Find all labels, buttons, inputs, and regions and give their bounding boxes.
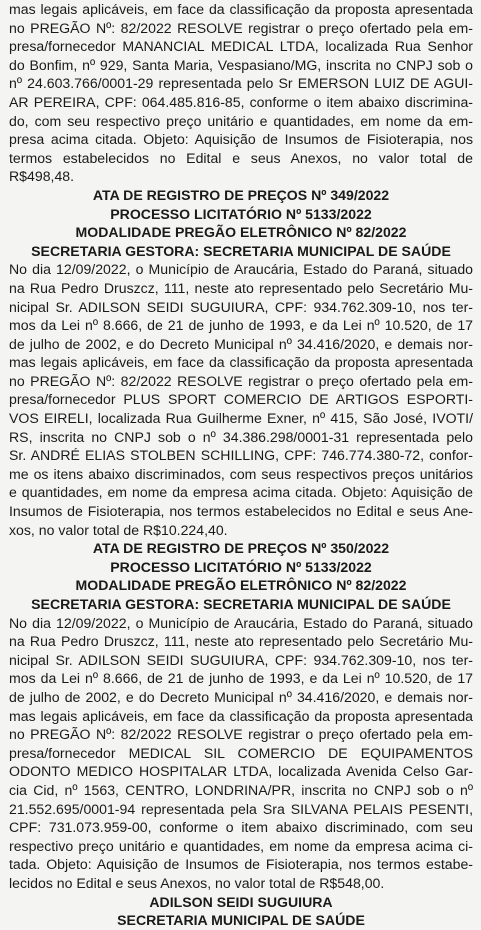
text-line: de julho de 2002, e do Decreto Municipal nº 34.416/2020, e demais nor- <box>9 688 473 705</box>
text-line: nº 24.603.766/0001-29 representada pelo Sr EMERSON LUIZ DE AGUI- <box>9 75 473 92</box>
text-line: AR PEREIRA, CPF: 064.485.816-85, conforme o item abaixo discrimina- <box>9 93 473 110</box>
text-line: presa acima citada. Objeto: Aquisição de Insumos de Fisioterapia, nos <box>9 131 473 148</box>
text-line: tada. Objeto: Aquisição de Insumos de Fisioterapia, nos termos estabe- <box>9 856 473 873</box>
text-line: nicipal Sr. ADILSON SEIDI SUGUIURA, CPF: 934.762.309-10, nos ter- <box>9 298 473 315</box>
text-line: ODONTO MEDICO HOSPITALAR LTDA, localizada Avenida Celso Gar- <box>9 763 473 780</box>
text-line: no PREGÃO Nº: 82/2022 RESOLVE registrar o preço ofertado pela em- <box>9 726 473 743</box>
heading-line: ADILSON SEIDI SUGUIURA <box>149 893 333 910</box>
text-line: do, com seu respectivo preço unitário e quantidades, em nome da em- <box>9 112 473 129</box>
text-line: R$498,48. <box>9 168 75 185</box>
text-line: na Rua Pedro Druszcz, 111, neste ato representado pelo Secretário Mu- <box>9 633 473 650</box>
text-line: no PREGÃO Nº: 82/2022 RESOLVE registrar o preço ofertado pela em- <box>9 19 473 36</box>
text-line: CPF: 731.073.959-00, conforme o item abaixo discriminado, com seu <box>9 819 473 836</box>
text-line: me os itens abaixo discriminados, com seus respectivos preços unitários <box>9 465 473 482</box>
text-line: na Rua Pedro Druszcz, 111, neste ato representado pelo Secretário Mu- <box>9 279 473 296</box>
text-line: mos da Lei nº 8.666, de 21 de junho de 1993, e da Lei nº 10.520, de 17 <box>9 317 473 334</box>
text-line: e quantidades, em nome da empresa acima citada. Objeto: Aquisição de <box>9 484 473 501</box>
text-line: presa/fornecedor MEDICAL SIL COMERCIO DE EQUIPAMENTOS <box>9 744 473 761</box>
heading-line: SECRETARIA GESTORA: SECRETARIA MUNICIPAL DE SAÚDE <box>31 242 451 259</box>
heading-line: MODALIDADE PREGÃO ELETRÔNICO Nº 82/2022 <box>75 577 407 594</box>
text-line: respectivo preço unitário e quantidades, em nome da empresa acima ci- <box>9 837 473 854</box>
text-line: mas legais aplicáveis, em face da classificação da proposta apresentada <box>9 707 473 724</box>
text-line: No dia 12/09/2022, o Município de Araucária, Estado do Paraná, situado <box>9 261 473 278</box>
text-line: cia Cid, nº 1563, CENTRO, LONDRINA/PR, inscrita no CNPJ sob o nº <box>9 781 473 798</box>
text-line: mos da Lei nº 8.666, de 21 de junho de 1993, e da Lei nº 10.520, de 17 <box>9 670 473 687</box>
heading-line: PROCESSO LICITATÓRIO Nº 5133/2022 <box>110 558 372 575</box>
text-line: lecidos no Edital e seus Anexos, no valor total de R$548,00. <box>9 874 385 891</box>
text-line: termos estabelecidos no Edital e seus Anexos, no valor total de <box>9 149 473 166</box>
text-line: presa/fornecedor MANANCIAL MEDICAL LTDA, localizada Rua Senhor <box>9 38 473 55</box>
text-line: presa/fornecedor PLUS SPORT COMERCIO DE ARTIGOS ESPORTI- <box>9 391 473 408</box>
heading-line: MODALIDADE PREGÃO ELETRÔNICO Nº 82/2022 <box>75 224 407 241</box>
text-line: Sr. ANDRÉ ELIAS STOLBEN SCHILLING, CPF: 746.774.380-72, confor- <box>9 447 473 464</box>
heading-line: ATA DE REGISTRO DE PREÇOS Nº 350/2022 <box>92 540 390 557</box>
text-line: Insumos de Fisioterapia, nos termos estabelecidos no Edital e seus Ane- <box>9 503 473 520</box>
text-line: mas legais aplicáveis, em face da classificação da proposta apresentada <box>9 354 473 371</box>
text-line: de julho de 2002, e do Decreto Municipal nº 34.416/2020, e demais nor- <box>9 335 473 352</box>
text-line: do Bonfim, nº 929, Santa Maria, Vespasiano/MG, inscrita no CNPJ sob o <box>9 56 473 73</box>
text-line: nicipal Sr. ADILSON SEIDI SUGUIURA, CPF: 934.762.309-10, nos ter- <box>9 651 473 668</box>
heading-line: ATA DE REGISTRO DE PREÇOS Nº 349/2022 <box>92 186 390 203</box>
text-line: xos, no valor total de R$10.224,40. <box>9 521 228 538</box>
text-line: 21.552.695/0001-94 representada pela Sra SILVANA PELAIS PESENTI, <box>9 800 473 817</box>
text-line: mas legais aplicáveis, em face da classificação da proposta apresentada <box>9 1 473 17</box>
heading-line: PROCESSO LICITATÓRIO Nº 5133/2022 <box>110 205 372 222</box>
text-line: no PREGÃO Nº: 82/2022 RESOLVE registrar o preço ofertado pela em- <box>9 372 473 389</box>
heading-line: SECRETARIA MUNICIPAL DE SAÚDE <box>117 912 365 929</box>
text-line: No dia 12/09/2022, o Município de Araucária, Estado do Paraná, situado <box>9 614 473 631</box>
text-line: VOS EIRELI, localizada Rua Guilherme Exner, nº 415, São José, IVOTI/ <box>9 410 473 427</box>
heading-line: SECRETARIA GESTORA: SECRETARIA MUNICIPAL DE SAÚDE <box>31 596 451 612</box>
text-line: RS, inscrita no CNPJ sob o nº 34.386.298/0001-31 representada pelo <box>9 428 473 445</box>
